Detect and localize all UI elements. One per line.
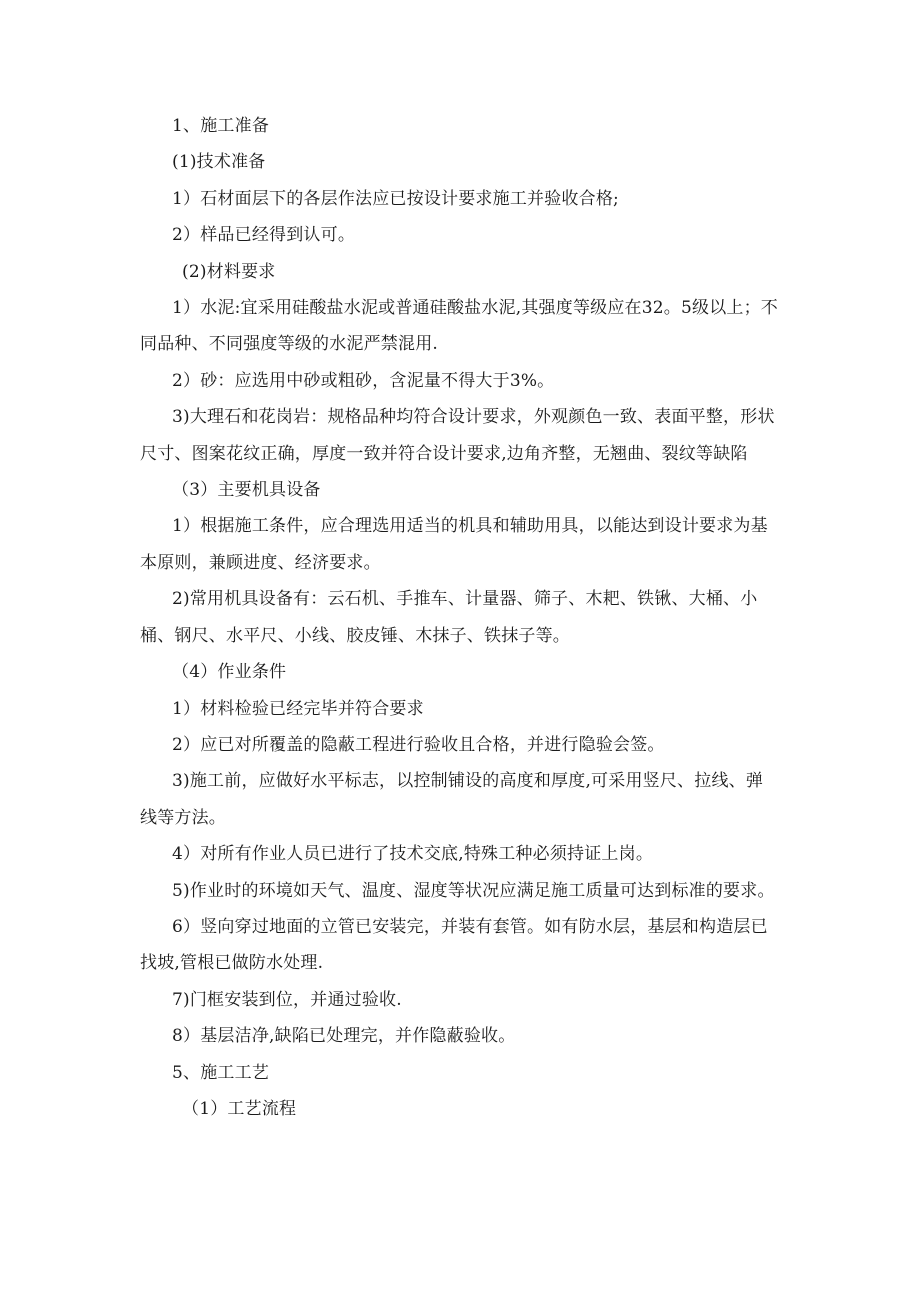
subsection-heading-working-conditions: （4）作业条件: [172, 662, 287, 683]
subsection-heading-material-requirements: (2)材料要求: [182, 261, 276, 282]
paragraph-base-layer-clean: 8）基层洁净,缺陷已处理完，并作隐蔽验收。: [172, 1026, 516, 1047]
paragraph-sand: 2）砂：应选用中砂或粗砂，含泥量不得大于3%。: [172, 370, 555, 391]
paragraph-hidden-works: 2）应已对所覆盖的隐蔽工程进行验收且合格，并进行隐验会签。: [172, 734, 665, 755]
paragraph-technical-briefing: 4）对所有作业人员已进行了技术交底,特殊工种必须持证上岗。: [172, 844, 654, 865]
subsection-heading-main-equipment: （3）主要机具设备: [172, 480, 321, 501]
paragraph-environment: 5)作业时的环境如天气、温度、湿度等状况应满足施工质量可达到标准的要求。: [172, 880, 775, 901]
paragraph-equipment-selection: 1）根据施工条件，应合理选用适当的机具和辅助用具，以能达到设计要求为基本原则，兼顾进度、经济要求。: [140, 516, 768, 573]
paragraph-material-inspection: 1）材料检验已经完毕并符合要求: [172, 698, 424, 719]
paragraph-riser-pipes: 6）竖向穿过地面的立管已安装完，并装有套管。如有防水层，基层和构造层已找坡,管根已做防水处理.: [140, 916, 768, 974]
paragraph-marble-granite: 3)大理石和花岗岩：规格品种均符合设计要求，外观颜色一致、表面平整，形状尺寸、图案花纹正确，厚度一致并符合设计要求,边角齐整，无翘曲、裂纹等缺陷: [140, 407, 775, 464]
section-heading-construction-preparation: 1、施工准备: [172, 116, 270, 136]
paragraph-stone-layer-requirement: 1）石材面层下的各层作法应已按设计要求施工并验收合格;: [172, 188, 619, 209]
document-body: [140, 108, 780, 1127]
subsection-heading-technical-preparation: (1)技术准备: [172, 152, 266, 173]
section-heading-construction-process: 5、施工工艺: [172, 1062, 270, 1083]
paragraph-sample-approval: 2）样品已经得到认可。: [172, 225, 356, 246]
paragraph-common-equipment: 2)常用机具设备有：云石机、手推车、计量器、筛子、木耙、铁锹、大桶、小桶、钢尺、水平尺、小线、胶皮锤、木抹子、铁抹子等。: [140, 589, 758, 646]
paragraph-cement: 1）水泥:宜采用硅酸盐水泥或普通硅酸盐水泥,其强度等级应在32。5级以上；不同品种、不同强度等级的水泥严禁混用.: [140, 298, 778, 355]
paragraph-door-frame: 7)门框安装到位，并通过验收.: [172, 989, 402, 1010]
paragraph-level-marking: 3)施工前，应做好水平标志，以控制铺设的高度和厚度,可采用竖尺、拉线、弹线等方法。: [140, 771, 764, 828]
subsection-heading-process-flow: （1）工艺流程: [182, 1098, 297, 1119]
